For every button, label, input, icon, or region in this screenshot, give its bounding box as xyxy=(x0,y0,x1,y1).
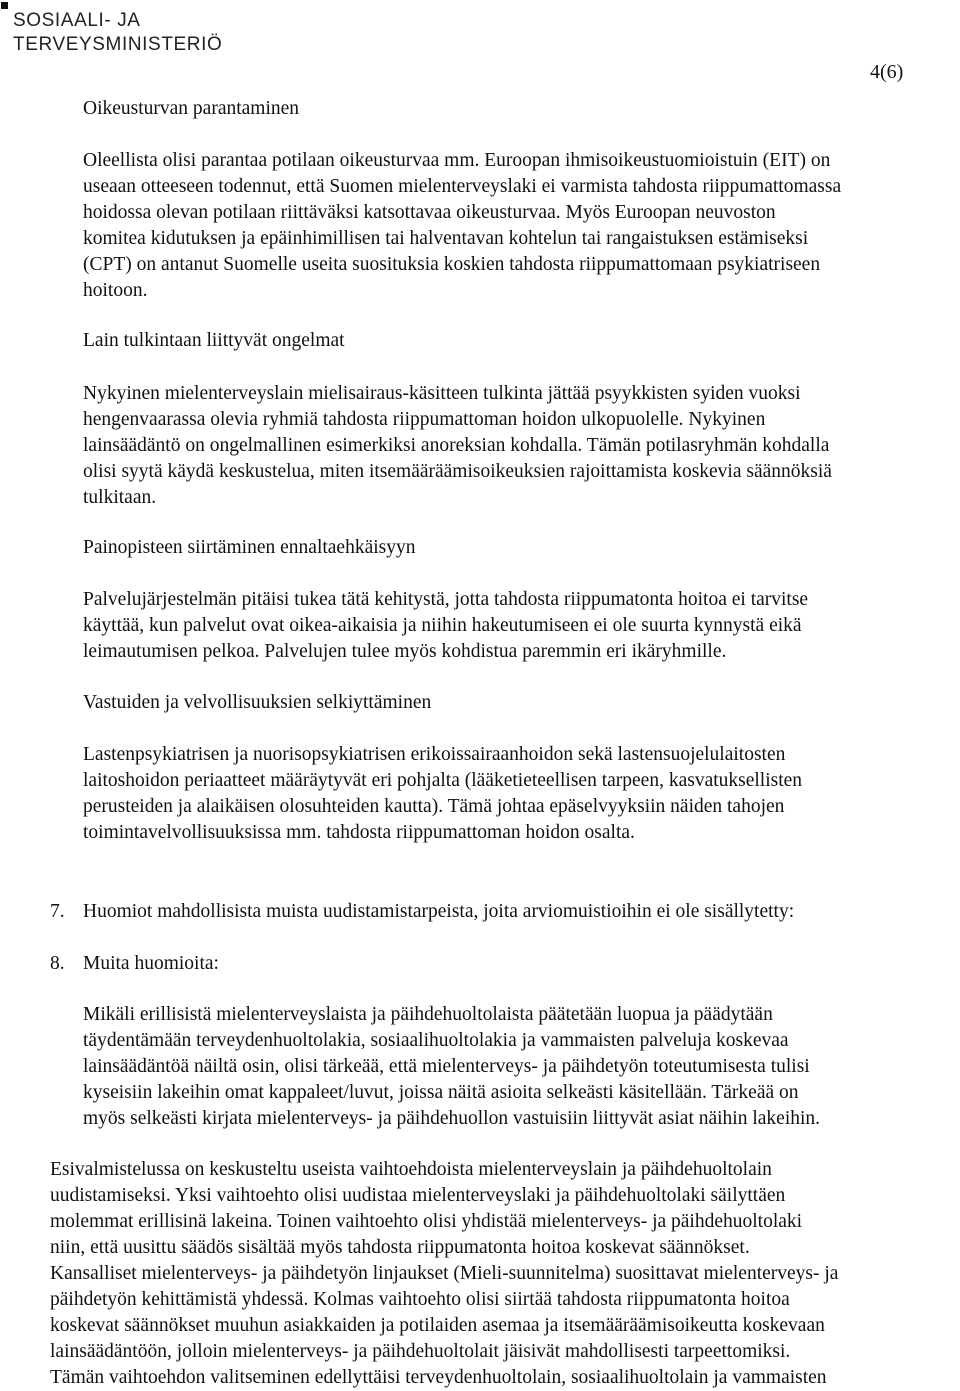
paragraph-line: myös selkeästi kirjata mielenterveys- ja päihdehuollon vastuisiin liittyvät asiat näihin lakeihin. xyxy=(83,1108,821,1129)
section-heading-vastuut xyxy=(83,690,960,716)
logo-square-icon xyxy=(1,2,8,9)
page-number: 4(6) xyxy=(870,61,904,83)
paragraph-line: hengenvaarassa olevia ryhmiä tahdosta riippumattoman hoidon ulkopuolelle. Nykyinen xyxy=(83,409,766,430)
section-heading-painopiste xyxy=(83,535,960,561)
paragraph-line: täydentämään terveydenhuoltolakia, sosiaalihuoltolakia ja vammaisten palveluja koskevaa xyxy=(83,1030,789,1051)
logo-line-1: SOSIAALI- JA xyxy=(13,10,141,31)
paragraph-line: olisi syytä käydä keskustelua, miten itsemääräämisoikeuksien rajoittamista koskevia säännöksiä xyxy=(83,461,832,482)
paragraph-line: Kansalliset mielenterveys- ja päihdetyön linjaukset (Mieli-suunnitelma) suosittavat mielenterveys- ja xyxy=(50,1263,839,1284)
paragraph-line: molemmat erillisinä lakeina. Toinen vaihtoehto olisi yhdistää mielenterveys- ja päihdehuoltolaki xyxy=(50,1211,803,1232)
paragraph-line: laitoshoidon periaatteet määräytyvät eri pohjalta (lääketieteellisen tarpeen, kasvatuksellisten xyxy=(83,770,803,791)
section-heading: Painopisteen siirtäminen ennaltaehkäisyyn xyxy=(83,537,416,558)
paragraph-line: Esivalmistelussa on keskusteltu useista vaihtoehdoista mielenterveyslain ja päihdehuoltolain xyxy=(50,1159,772,1180)
paragraph-line: lainsäädäntöön, jolloin mielenterveys- ja päihdehuoltolait jäisivät mahdollisesti tarpeettomiksi. xyxy=(50,1341,791,1362)
section-heading: Vastuiden ja velvollisuuksien selkiyttäminen xyxy=(83,692,432,713)
section-paragraph-vastuut xyxy=(83,742,960,846)
paragraph-line: perusteiden ja alaikäisen olosuhteiden kautta). Tämä johtaa epäselvyyksiin näiden tahojen xyxy=(83,796,785,817)
section-heading: Oikeusturvan parantaminen xyxy=(83,98,300,119)
logo-line-2: TERVEYSMINISTERIÖ xyxy=(13,34,223,55)
paragraph-line: lainsäädäntö on ongelmallinen esimerkiksi anoreksian kohdalla. Tämän potilasryhmän kohdalla xyxy=(83,435,830,456)
paragraph-line: Mikäli erillisistä mielenterveyslaista ja päihdehuoltolaista päätetään luopua ja päädytään xyxy=(83,1004,773,1025)
final-paragraph xyxy=(50,1157,960,1391)
item-number: 7. xyxy=(50,901,65,922)
section-paragraph-painopiste xyxy=(83,587,960,665)
paragraph-line: lainsäädäntöä näiltä osin, olisi tärkeää, että mielenterveys- ja päihdetyön toteutumisesta tulisi xyxy=(83,1056,810,1077)
section-paragraph-oikeusturva xyxy=(83,148,960,304)
paragraph-line: käyttää, kun palvelut ovat oikea-aikaisia ja niihin hakeutumiseen ei ole suurta kynnystä eikä xyxy=(83,615,802,636)
paragraph-line: (CPT) on antanut Suomelle useita suosituksia koskien tahdosta riippumattomaan psykiatriseen xyxy=(83,254,821,275)
paragraph-line: Tämän vaihtoehdon valitseminen edellyttäisi terveydenhuoltolain, sosiaalihuoltolain ja vammaisten xyxy=(50,1367,827,1388)
section-heading: Lain tulkintaan liittyvät ongelmat xyxy=(83,330,345,351)
paragraph-line: tulkitaan. xyxy=(83,487,157,508)
paragraph-line: Lastenpsykiatrisen ja nuorisopsykiatrisen erikoissairaanhoidon sekä lastensuojelulaitosten xyxy=(83,744,786,765)
item-number: 8. xyxy=(50,953,65,974)
paragraph-line: hoitoon. xyxy=(83,280,148,301)
item-8-paragraph xyxy=(83,1002,960,1132)
section-heading-oikeusturva xyxy=(83,96,960,122)
paragraph-line: useaan otteeseen todennut, että Suomen mielenterveyslaki ei varmista tahdosta riippumattomassa xyxy=(83,176,842,197)
paragraph-line: Oleellista olisi parantaa potilaan oikeusturvaa mm. Euroopan ihmisoikeustuomioistuin (EIT) on xyxy=(83,150,831,171)
paragraph-line: Nykyinen mielenterveyslain mielisairaus-käsitteen tulkinta jättää psyykkisten syiden vuoksi xyxy=(83,383,801,404)
paragraph-line: niin, että uusittu säädös sisältää myös tahdosta riippumatonta hoitoa koskevat säännökset. xyxy=(50,1237,750,1258)
paragraph-line: päihdetyön kehittämistä yhdessä. Kolmas vaihtoehto olisi siirtää tahdosta riippumatonta hoitoa xyxy=(50,1289,790,1310)
paragraph-line: koskevat säännökset muuhun asiakkaiden ja potilaiden asemaa ja itsemääräämisoikeutta koskevaan xyxy=(50,1315,825,1336)
paragraph-line: toimintavelvollisuuksissa mm. tahdosta riippumattoman hoidon osalta. xyxy=(83,822,635,843)
paragraph-line: komitea kidutuksen ja epäinhimillisen tai halventavan kohtelun tai rangaistuksen estämiseksi xyxy=(83,228,809,249)
paragraph-line: kyseisiin lakeihin omat kappaleet/luvut, joissa näitä asioita selkeästi käsitellään. Tärkeää on xyxy=(83,1082,799,1103)
section-paragraph-tulkinta xyxy=(83,381,960,511)
section-heading-tulkinta xyxy=(83,328,960,354)
item-text: Huomiot mahdollisista muista uudistamistarpeista, joita arviomuistioihin ei ole sisällytetty: xyxy=(83,901,795,922)
paragraph-line: uudistamiseksi. Yksi vaihtoehto olisi uudistaa mielenterveyslaki ja päihdehuoltolaki säilyttäen xyxy=(50,1185,786,1206)
item-text: Muita huomioita: xyxy=(83,953,219,974)
paragraph-line: hoidossa olevan potilaan riittäväksi katsottavaa oikeusturvaa. Myös Euroopan neuvoston xyxy=(83,202,776,223)
paragraph-line: leimautumisen pelkoa. Palvelujen tulee myös kohdistua paremmin eri ikäryhmille. xyxy=(83,641,727,662)
paragraph-line: Palvelujärjestelmän pitäisi tukea tätä kehitystä, jotta tahdosta riippumatonta hoitoa ei tarvitse xyxy=(83,589,809,610)
